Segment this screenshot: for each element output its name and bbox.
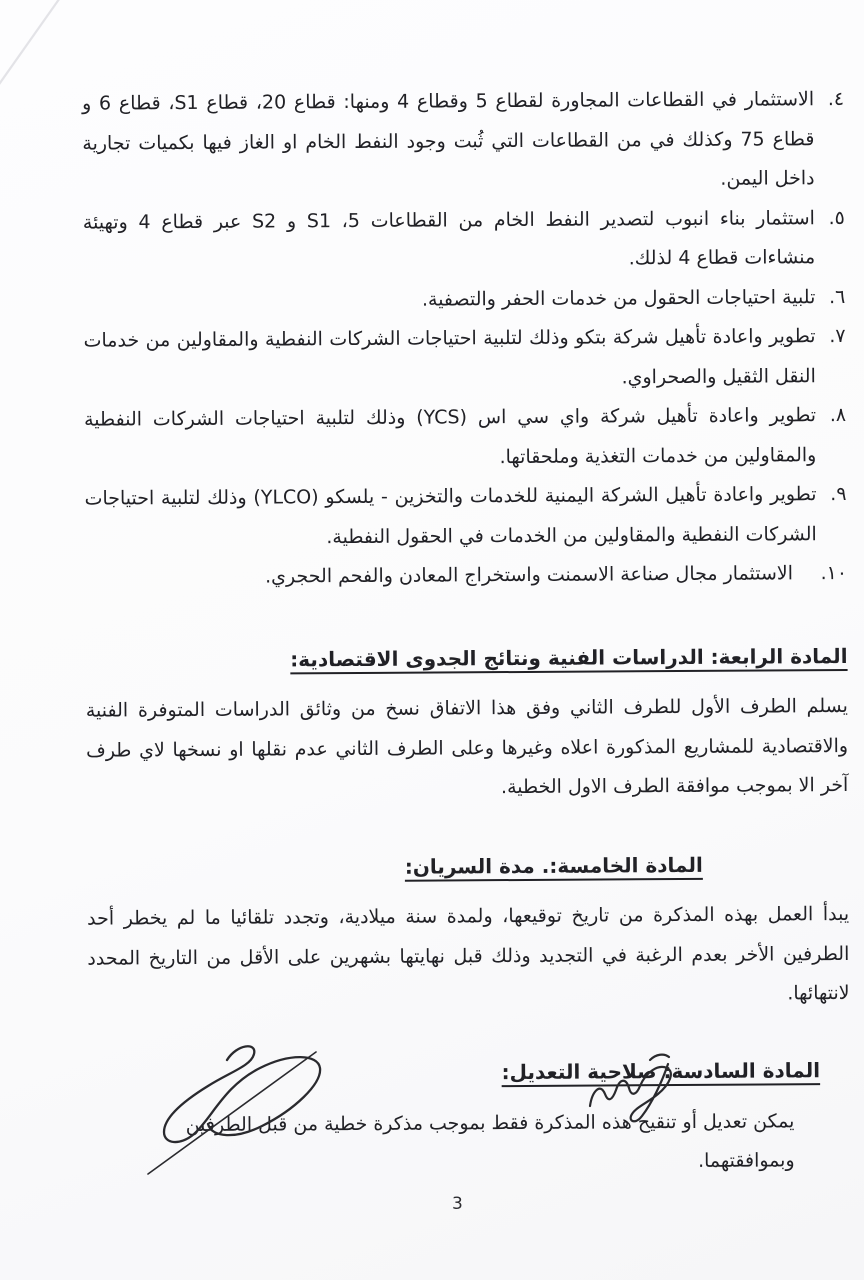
list-item-text: تلبية احتياجات الحقول من خدمات الحفر والتصفية. — [421, 285, 816, 311]
page-number: 3 — [452, 1194, 463, 1214]
list-item — [82, 80, 845, 203]
document-content — [82, 80, 851, 1185]
list-item-text: تطوير واعادة تأهيل شركة واي سي اس (YCS) وذلك لتلبية احتياجات الشركات النفطية والمقاولين من خدمات التغذية وملحقاتها. — [83, 404, 817, 468]
scan-artifact-diagonal-line-icon — [0, 0, 70, 96]
list-item — [84, 396, 846, 480]
list-item — [83, 199, 845, 283]
list-item — [83, 278, 845, 322]
section-heading-article-5: المادة الخامسة:. مدة السريان: — [404, 852, 703, 879]
section-heading-article-6: المادة السادسة: صلاحية التعديل: — [501, 1058, 821, 1085]
list-item-number: ٥. — [828, 206, 845, 229]
list-item-number: ٧. — [829, 325, 846, 348]
list-item — [83, 317, 845, 401]
list-item-text: تطوير واعادة تأهيل الشركة اليمنية للخدمات والتخزين - يلسكو (YLCO) وذلك لتلبية احتياجات الشركات النفطية والمقاولين من الخدمات في الحقول النفطية. — [84, 483, 817, 548]
list-item-text: الاستثمار في القطاعات المجاورة لقطاع 5 وقطاع 4 ومنها: قطاع 20، قطاع S1، قطاع 6 و قطاع 75 وكذلك في من القطاعات التي ثُبت وجود النفط الخام او الغاز فيها بكميات تجارية داخل اليمن. — [82, 88, 815, 190]
section-body-article-6: يمكن تعديل أو تنقيح هذه المذكرة فقط بموجب مذكرة خطية من قبل الطرفين وبموافقتهما. — [185, 1109, 795, 1173]
section-heading-article-4: المادة الرابعة: الدراسات الفنية ونتائج الجدوى الاقتصادية: — [290, 643, 848, 672]
list-item — [85, 554, 847, 598]
list-item-number: ١٠. — [820, 562, 848, 585]
list-item-text: استثمار بناء انبوب لتصدير النفط الخام من القطاعات 5، S1 و S2 عبر قطاع 4 وتهيئة منشاءات قطاع 4 لذلك. — [82, 206, 816, 270]
list-item-number: ٩. — [830, 483, 847, 506]
list-item-text: الاستثمار مجال صناعة الاسمنت واستخراج المعادن والفحم الحجري. — [265, 562, 794, 588]
section-body-article-4: يسلم الطرف الأول للطرف الثاني وفق هذا الاتفاق نسخ من وثائق الدراسات المتوفرة الفنية والاقتصادية للمشاريع المذكورة اعلاه وغيرها وعلى الطرف الثاني عدم نقلها او نسخها لاي طرف آخر الا بموجب موافقة الطرف الاول الخطية. — [85, 695, 849, 799]
section-body-article-5: يبدأ العمل بهذه المذكرة من تاريخ توقيعها، ولمدة سنة ميلادية، وتجدد تلقائيا ما لم يخطر أحد الطرفين الأخر بعدم الرغبة في التجديد وذلك قبل نهايتها بشهرين على الأقل من التاريخ المحدد لانتهائها. — [87, 903, 850, 1005]
list-item-text: تطوير واعادة تأهيل شركة بتكو وذلك لتلبية احتياجات الشركات النفطية والمقاولين من خدمات النقل الثقيل والصحراوي. — [83, 325, 816, 388]
list-item-number: ٦. — [828, 285, 846, 308]
list-item-number: ٤. — [827, 87, 845, 111]
list-item — [84, 475, 846, 559]
list-item-number: ٨. — [829, 404, 847, 427]
